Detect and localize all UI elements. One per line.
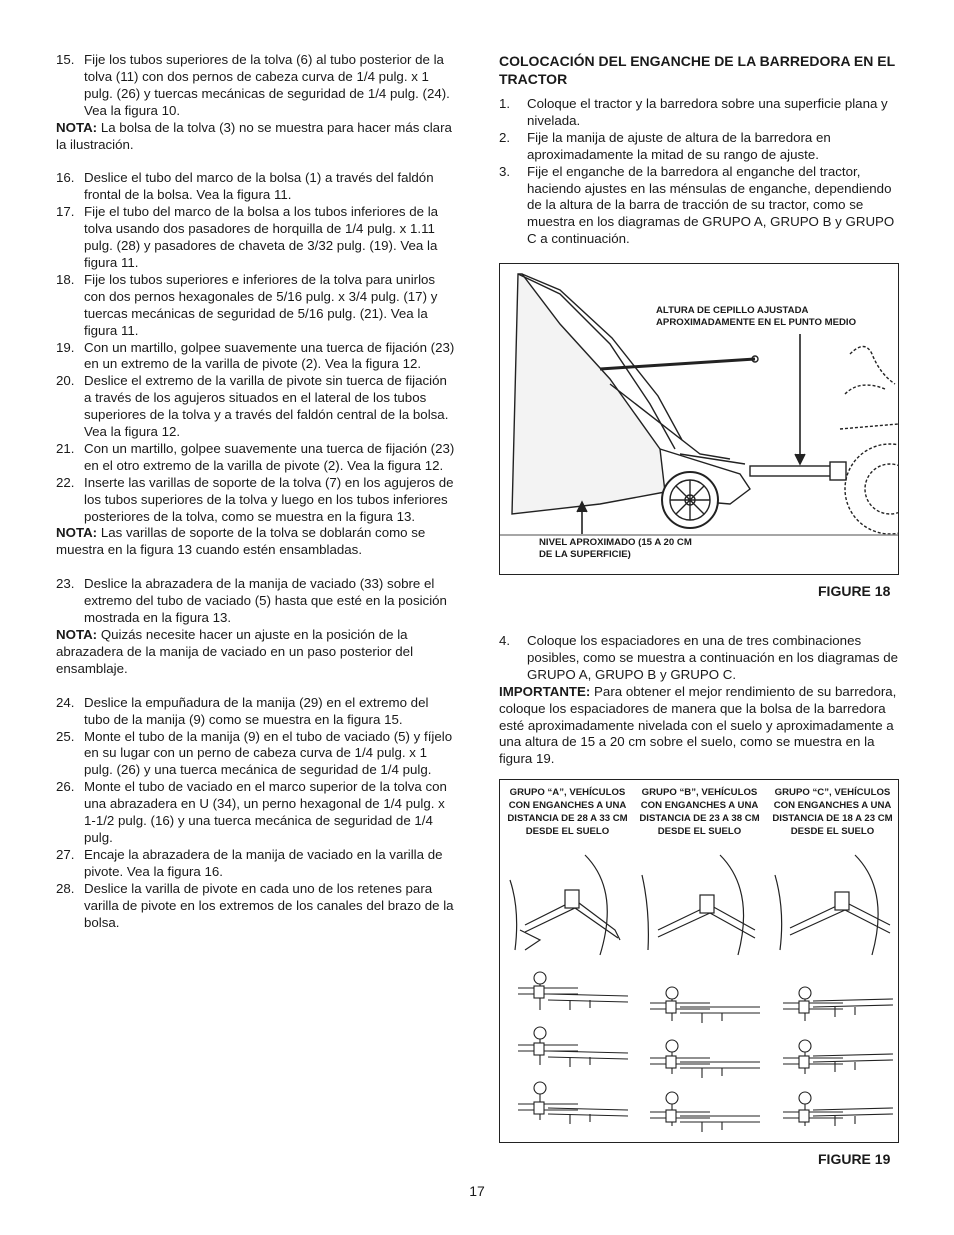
figure-19 xyxy=(499,779,899,1143)
figure-18 xyxy=(499,263,899,575)
step-27: 27. Encaje la abrazadera de la manija de vaciado en la varilla de pivote. Vea la figura 16. xyxy=(56,846,443,879)
group-a-label: GRUPO “A”, VEHÍCULOS CON ENGANCHES A UNA DISTANCIA DE 28 A 33 CM DESDE EL SUELO xyxy=(507,787,628,837)
note-1: NOTA: La bolsa de la tolva (3) no se muestra para hacer más clara la ilustración. xyxy=(56,119,452,152)
hitch-spacer-diagrams xyxy=(500,780,898,1142)
step-17: 17. Fije el tubo del marco de la bolsa a los tubos inferiores de la tolva usando dos pasadores de horquilla de 1/4 pulg. x 1.11 pulg. (28) y pasadores de chaveta de 3/32 pulg. (19). Vea la figura 11. xyxy=(56,204,439,270)
section-heading: COLOCACIÓN DEL ENGANCHE DE LA BARREDORA EN EL TRACTOR xyxy=(499,53,895,87)
step-15: 15. Fije los tubos superiores de la tolva (6) al tubo posterior de la tolva (11) con dos pernos de cabeza curva de 1/4 pulg. x 1 pulg. (26) y tuercas mecánicas de seguridad de 1/4 pulg. (24). Vea la figura 10. xyxy=(56,52,450,118)
page-number: 17 xyxy=(469,1183,485,1199)
step-25: 25. Monte el tubo de la manija (9) en el tubo de vaciado (5) y fíjelo en su lugar con un perno de cabeza curva de 1/4 pulg. x 1 pulg. (26) y una tuerca mecánica de seguridad de 1/4 pulg. xyxy=(56,728,453,778)
step-21: 21. Con un martillo, golpee suavemente una tuerca de fijación (23) en el otro extremo de la varilla de pivote (2). Vea la figura 12. xyxy=(56,440,455,473)
right-column-top xyxy=(499,52,899,248)
note-3: NOTA: Quizás necesite hacer un ajuste en la posición de la abrazadera de la manija de vaciado en un paso posterior del ensamblaje. xyxy=(56,627,414,676)
hitch-step-2: 2. Fije la manija de ajuste de altura de la barredora en aproximadamente la mitad de su rango de ajuste. xyxy=(499,129,831,162)
right-column-mid xyxy=(499,633,899,768)
callout-level: NIVEL APROXIMADO (15 A 20 CM DE LA SUPERFICIE) xyxy=(539,537,692,560)
step-18: 18. Fije los tubos superiores e inferiores de la tolva para unirlos con dos pernos hexagonales de 5/16 pulg. x 3/4 pulg. (17) y tuercas mecánicas de seguridad de 5/16 pulg. (21). Vea la figura 11. xyxy=(56,271,438,338)
group-b-label: GRUPO “B”, VEHÍCULOS CON ENGANCHES A UNA DISTANCIA DE 23 A 38 CM DESDE EL SUELO xyxy=(639,787,760,837)
left-column xyxy=(56,52,456,931)
figure-18-caption: FIGURE 18 xyxy=(818,583,891,599)
note-2: NOTA: Las varillas de soporte de la tolva se doblarán como se muestra en la figura 13 cuando estén ensambladas. xyxy=(56,525,426,558)
hitch-step-3: 3. Fije el enganche de la barredora al enganche del tractor, haciendo ajustes en las ménsulas de enganche, dependiendo de la altura de la barra de tracción de su tractor, como se muestra en los diagramas de GRUPO A, GRUPO B y GRUPO C a continuación. xyxy=(499,163,895,247)
step-19: 19. Con un martillo, golpee suavemente una tuerca de fijación (23) en un extremo de la varilla de pivote (2). Vea la figura 12. xyxy=(56,339,455,372)
step-24: 24. Deslice la empuñadura de la manija (29) en el extremo del tubo de la manija (9) como se muestra en la figura 15. xyxy=(56,694,429,727)
step-16: 16. Deslice el tubo del marco de la bolsa (1) a través del faldón frontal de la bolsa. Vea la figura 11. xyxy=(56,170,434,203)
hitch-step-4: 4. Coloque los espaciadores en una de tres combinaciones posibles, como se muestra a continuación en los diagramas de GRUPO A, GRUPO B y GRUPO C. xyxy=(499,633,899,682)
figure-19-caption: FIGURE 19 xyxy=(818,1151,891,1167)
callout-brush-height: ALTURA DE CEPILLO AJUSTADA APROXIMADAMENTE EN EL PUNTO MEDIO xyxy=(656,305,857,328)
step-28: 28. Deslice la varilla de pivote en cada uno de los retenes para varilla de pivote en los extremos de los canales del brazo de la bolsa. xyxy=(56,880,454,930)
step-22: 22. Inserte las varillas de soporte de la tolva (7) en los agujeros de los tubos superiores de la tolva y luego en los tubos inferiores posteriores de la tolva, como se muestra en la figura 13. xyxy=(56,474,454,524)
important-note: IMPORTANTE: Para obtener el mejor rendimiento de su barredora, coloque los espaciadores de manera que la bolsa de la barredora esté aproximadamente nivelada con el suelo y aproximadamente a una altura de 15 a 20 cm sobre el suelo, como se muestra en la figura 19. xyxy=(499,683,897,767)
group-c-label: GRUPO “C”, VEHÍCULOS CON ENGANCHES A UNA DISTANCIA DE 18 A 23 CM DESDE EL SUELO xyxy=(772,787,893,837)
step-23: 23. Deslice la abrazadera de la manija de vaciado (33) sobre el extremo del tubo de vaciado (5) hasta que esté en la posición mostrada en la figura 13. xyxy=(56,576,447,626)
step-20: 20. Deslice el extremo de la varilla de pivote sin tuerca de fijación a través de los agujeros situados en el lateral de los tubos superiores de la tolva y a través del faldón central de la bolsa. Vea la figura 12. xyxy=(56,373,449,440)
step-26: 26. Monte el tubo de vaciado en el marco superior de la tolva con una abrazadera en U (34), un perno hexagonal de 1/4 pulg. x 1-1/2 pulg. (16) y una tuerca mecánica de seguridad de 1/4 pulg. xyxy=(56,779,447,845)
hitch-step-1: 1. Coloque el tractor y la barredora sobre una superficie plana y nivelada. xyxy=(499,96,888,128)
